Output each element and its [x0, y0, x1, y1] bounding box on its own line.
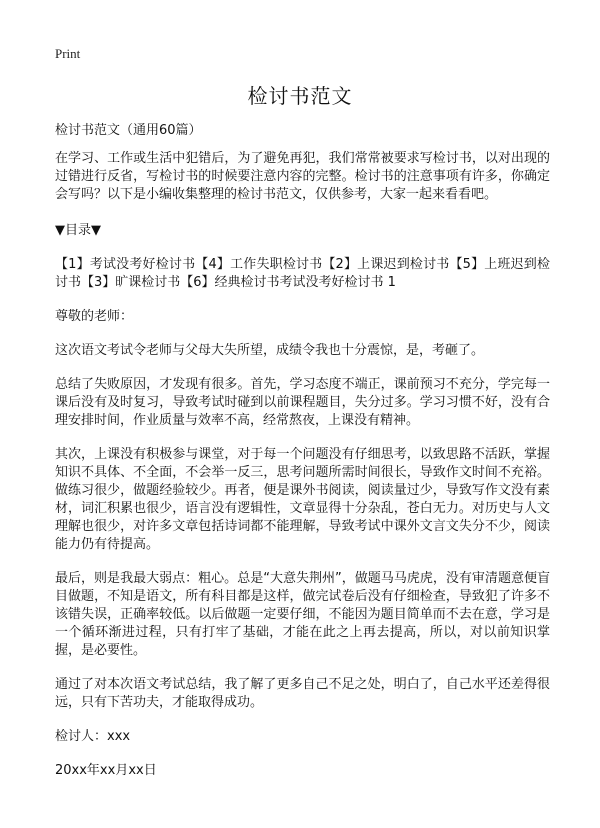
- document-title: 检讨书范文: [247, 84, 353, 108]
- body-paragraph: 这次语文考试令老师与父母大失所望，成绩令我也十分震惊，是，考砸了。: [55, 343, 485, 358]
- salutation: 尊敬的老师：: [55, 309, 134, 324]
- print-label: Print: [55, 46, 81, 61]
- signature: 检讨人：xxx: [55, 729, 131, 744]
- body-paragraph: 最后，则是我最大弱点：粗心。总是“大意失荆州”，做题马马虎虎，没有审清题意便盲目做题，不知是语文，所有科目都是这样，做完试卷后没有仔细检查，导致犯了许多不该错失误，正确率较低。以后做题一定要仔细，不能因为题目简单而不去在意，学习是一个循环渐进过程，只有打牢了基础，才能在此之上再去提高，所以，对以前知识掌握，是必要性。: [55, 571, 550, 658]
- document-body: [55, 122, 550, 798]
- date: 20xx年xx月xx日: [55, 763, 157, 778]
- body-paragraph: 其次，上课没有积极参与课堂，对于每一个问题没有仔细思考，以致思路不活跃，掌握知识不具体、不全面，不会举一反三，思考问题所需时间很长，导致作文时间不充裕。做练习很少，做题经验较少。再者，便是课外书阅读，阅读量过少，导致写作文没有素材，词汇积累也很少，语言没有逻辑性，文章显得十分杂乱，苍白无力。对历史与人文理解也很少，对许多文章包括诗词都不能理解，导致考试中课外文言文失分不少，阅读能力仍有待提高。: [55, 447, 550, 552]
- body-paragraph: 通过了对本次语文考试总结，我了解了更多自己不足之处，明白了，自己水平还差得很远，只有下苦功夫，才能取得成功。: [55, 677, 550, 710]
- toc-links[interactable]: 【1】考试没考好检讨书【4】工作失职检讨书【2】上课迟到检讨书【5】上班迟到检讨书【3】旷课检讨书【6】经典检讨书考试没考好检讨书 1: [55, 257, 550, 290]
- toc-heading[interactable]: ▼目录▼: [55, 223, 101, 238]
- document-subtitle: 检讨书范文（通用60篇）: [55, 123, 202, 138]
- intro-paragraph: 在学习、工作或生活中犯错后，为了避免再犯，我们常常被要求写检讨书，以对出现的过错进行反省，写检讨书的时候要注意内容的完整。检讨书的注意事项有许多，你确定会写吗？以下是小编收集整理的检讨书范文，仅供参考，大家一起来看看吧。: [55, 151, 550, 202]
- body-paragraph: 总结了失败原因，才发现有很多。首先，学习态度不端正，课前预习不充分，学完每一课后没有及时复习，导致考试时碰到以前课程题目，失分过多。学习习惯不好，没有合理安排时间，作业质量与效率不高，经常熬夜，上课没有精神。: [55, 377, 550, 428]
